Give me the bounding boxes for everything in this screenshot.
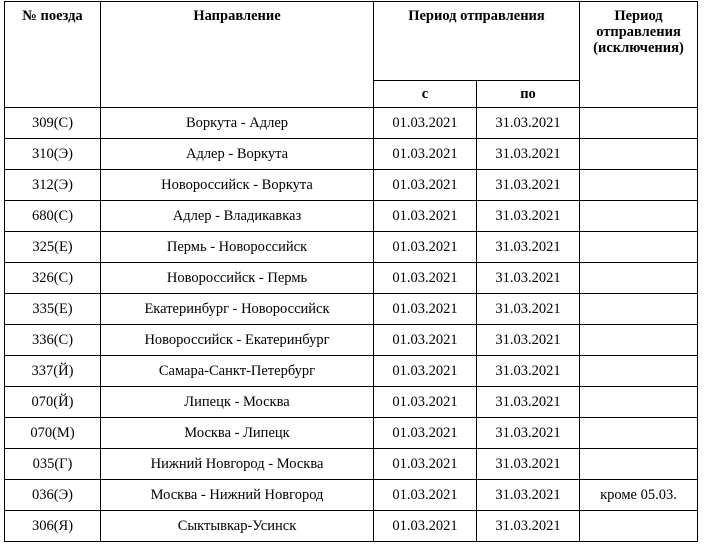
cell-exception xyxy=(580,201,698,232)
cell-exception xyxy=(580,449,698,480)
cell-exception xyxy=(580,387,698,418)
cell-date-to: 31.03.2021 xyxy=(477,480,580,511)
cell-date-to: 31.03.2021 xyxy=(477,449,580,480)
cell-exception xyxy=(580,418,698,449)
cell-date-to: 31.03.2021 xyxy=(477,263,580,294)
cell-exception xyxy=(580,294,698,325)
cell-date-from: 01.03.2021 xyxy=(374,387,477,418)
cell-direction: Новороссийск - Воркута xyxy=(101,170,374,201)
table-row xyxy=(5,108,698,139)
cell-date-to: 31.03.2021 xyxy=(477,511,580,542)
cell-train-number: 309(С) xyxy=(5,108,101,139)
cell-train-number: 035(Г) xyxy=(5,449,101,480)
table-row xyxy=(5,170,698,201)
cell-date-from: 01.03.2021 xyxy=(374,325,477,356)
cell-date-from: 01.03.2021 xyxy=(374,480,477,511)
cell-direction: Новороссийск - Екатеринбург xyxy=(101,325,374,356)
cell-direction: Екатеринбург - Новороссийск xyxy=(101,294,374,325)
table-row xyxy=(5,263,698,294)
cell-date-from: 01.03.2021 xyxy=(374,232,477,263)
cell-date-to: 31.03.2021 xyxy=(477,232,580,263)
cell-direction: Пермь - Новороссийск xyxy=(101,232,374,263)
cell-date-from: 01.03.2021 xyxy=(374,108,477,139)
header-to: по xyxy=(477,81,580,108)
cell-direction: Новороссийск - Пермь xyxy=(101,263,374,294)
cell-exception xyxy=(580,108,698,139)
table-header-row xyxy=(5,2,698,81)
cell-date-to: 31.03.2021 xyxy=(477,387,580,418)
header-train-number: № поезда xyxy=(5,2,101,108)
cell-date-from: 01.03.2021 xyxy=(374,511,477,542)
cell-date-to: 31.03.2021 xyxy=(477,294,580,325)
cell-exception xyxy=(580,170,698,201)
cell-direction: Липецк - Москва xyxy=(101,387,374,418)
train-schedule-table xyxy=(4,1,698,542)
cell-date-from: 01.03.2021 xyxy=(374,170,477,201)
cell-train-number: 336(С) xyxy=(5,325,101,356)
table-row xyxy=(5,325,698,356)
cell-date-from: 01.03.2021 xyxy=(374,449,477,480)
cell-train-number: 306(Я) xyxy=(5,511,101,542)
cell-date-to: 31.03.2021 xyxy=(477,356,580,387)
cell-train-number: 312(Э) xyxy=(5,170,101,201)
cell-date-to: 31.03.2021 xyxy=(477,108,580,139)
header-departure-period: Период отправления xyxy=(374,2,580,81)
header-direction: Направление xyxy=(101,2,374,108)
cell-exception xyxy=(580,232,698,263)
cell-train-number: 680(С) xyxy=(5,201,101,232)
cell-direction: Нижний Новгород - Москва xyxy=(101,449,374,480)
cell-direction: Воркута - Адлер xyxy=(101,108,374,139)
table-row xyxy=(5,201,698,232)
cell-exception xyxy=(580,325,698,356)
table-row xyxy=(5,511,698,542)
cell-date-to: 31.03.2021 xyxy=(477,170,580,201)
cell-date-from: 01.03.2021 xyxy=(374,356,477,387)
header-exceptions: Период отправления (исключения) xyxy=(580,2,698,108)
cell-exception xyxy=(580,356,698,387)
cell-direction: Адлер - Владикавказ xyxy=(101,201,374,232)
cell-exception xyxy=(580,139,698,170)
table-row xyxy=(5,294,698,325)
cell-direction: Сыктывкар-Усинск xyxy=(101,511,374,542)
cell-train-number: 070(М) xyxy=(5,418,101,449)
cell-train-number: 325(Е) xyxy=(5,232,101,263)
cell-date-to: 31.03.2021 xyxy=(477,325,580,356)
cell-train-number: 335(Е) xyxy=(5,294,101,325)
table-row xyxy=(5,387,698,418)
table-row xyxy=(5,232,698,263)
cell-date-to: 31.03.2021 xyxy=(477,201,580,232)
cell-direction: Адлер - Воркута xyxy=(101,139,374,170)
schedule-document xyxy=(4,1,698,542)
cell-direction: Самара-Санкт-Петербург xyxy=(101,356,374,387)
cell-train-number: 070(Й) xyxy=(5,387,101,418)
cell-date-from: 01.03.2021 xyxy=(374,418,477,449)
cell-date-to: 31.03.2021 xyxy=(477,418,580,449)
cell-exception xyxy=(580,511,698,542)
cell-exception: кроме 05.03. xyxy=(580,480,698,511)
table-row xyxy=(5,449,698,480)
table-row xyxy=(5,480,698,511)
table-row xyxy=(5,356,698,387)
cell-date-from: 01.03.2021 xyxy=(374,201,477,232)
cell-train-number: 310(Э) xyxy=(5,139,101,170)
table-row xyxy=(5,418,698,449)
cell-train-number: 326(С) xyxy=(5,263,101,294)
cell-date-from: 01.03.2021 xyxy=(374,294,477,325)
cell-train-number: 337(Й) xyxy=(5,356,101,387)
cell-train-number: 036(Э) xyxy=(5,480,101,511)
cell-direction: Москва - Липецк xyxy=(101,418,374,449)
cell-direction: Москва - Нижний Новгород xyxy=(101,480,374,511)
cell-date-from: 01.03.2021 xyxy=(374,263,477,294)
table-row xyxy=(5,139,698,170)
table-body xyxy=(5,108,698,542)
cell-date-to: 31.03.2021 xyxy=(477,139,580,170)
cell-date-from: 01.03.2021 xyxy=(374,139,477,170)
cell-exception xyxy=(580,263,698,294)
header-from: с xyxy=(374,81,477,108)
